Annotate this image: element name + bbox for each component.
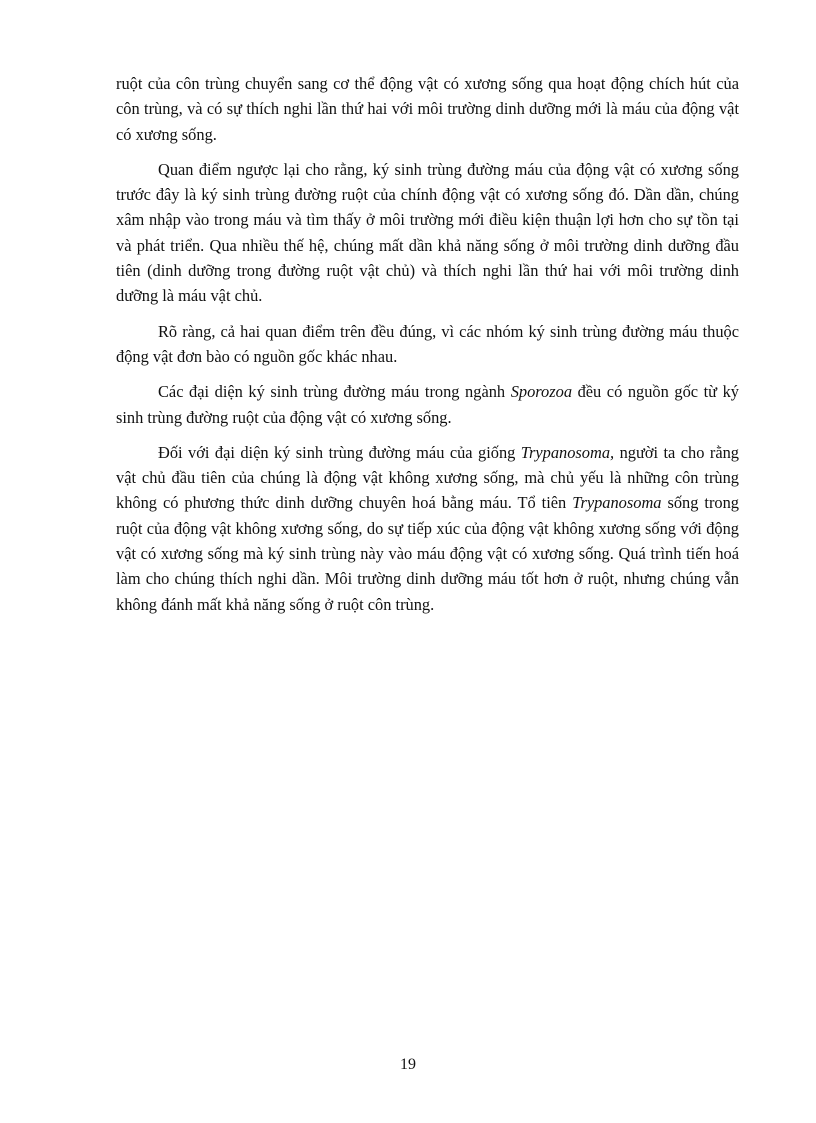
page-number: 19 [400,1056,416,1073]
page-body [116,71,739,627]
text-run: đều có nguồn gốc từ ký sinh trùng đường ruột của động vật có xương sống. [116,382,739,427]
paragraph-opposing-view: Quan điểm ngược lại cho rằng, ký sinh trùng đường máu của động vật có xương sống trước đây là ký sinh trùng đường ruột của chính động vật có xương sống đó. Dần dần, chúng xâm nhập vào trong máu và tìm thấy ở môi trường mới điều kiện thuận lợi hơn cho sự tồn tại và phát triển. Qua nhiều thế hệ, chúng mất dần khả năng sống ở môi trường dinh dưỡng đầu tiên (dinh dưỡng trong đường ruột vật chủ) và thích nghi lần thứ hai với môi trường dinh dưỡng là máu vật chủ. [116,159,739,306]
text-run: Đối với đại diện ký sinh trùng đường máu của giống [158,442,521,462]
text-run: sống trong ruột của động vật không xương sống, do sự tiếp xúc của động vật không xương sống với động vật có xương sống mà ký sinh trùng này vào máu động vật có xương sống. Quá trình tiến hoá làm cho chúng thích nghi dần. Môi trường dinh dưỡng máu tốt hơn ở ruột, nhưng chúng vẫn không đánh mất khả năng sống ở ruột côn trùng. [116,493,739,614]
taxon-name-trypanosoma: Trypanosoma [572,493,662,513]
paragraph-conclusion: Rõ ràng, cả hai quan điểm trên đều đúng, vì các nhóm ký sinh trùng đường máu thuộc động vật đơn bào có nguồn gốc khác nhau. [116,321,739,366]
taxon-name-trypanosoma: Trypanosoma, [520,442,615,462]
taxon-name-sporozoa: Sporozoa [510,382,573,402]
text-run: người ta cho rằng vật chủ đầu tiên của chúng là động vật không xương sống, mà chủ yếu là những côn trùng không có phương thức dinh dưỡng chuyên hoá bằng máu. Tổ tiên [116,442,739,513]
paragraph-trypanosoma [116,440,739,617]
paragraph-continuation: ruột của côn trùng chuyển sang cơ thể động vật có xương sống qua hoạt động chích hút của côn trùng, và có sự thích nghi lần thứ hai với môi trường dinh dưỡng mới là máu của động vật có xương sống. [116,74,739,144]
paragraph-sporozoa [116,379,739,430]
text-run: Các đại diện ký sinh trùng đường máu trong ngành [158,382,511,402]
